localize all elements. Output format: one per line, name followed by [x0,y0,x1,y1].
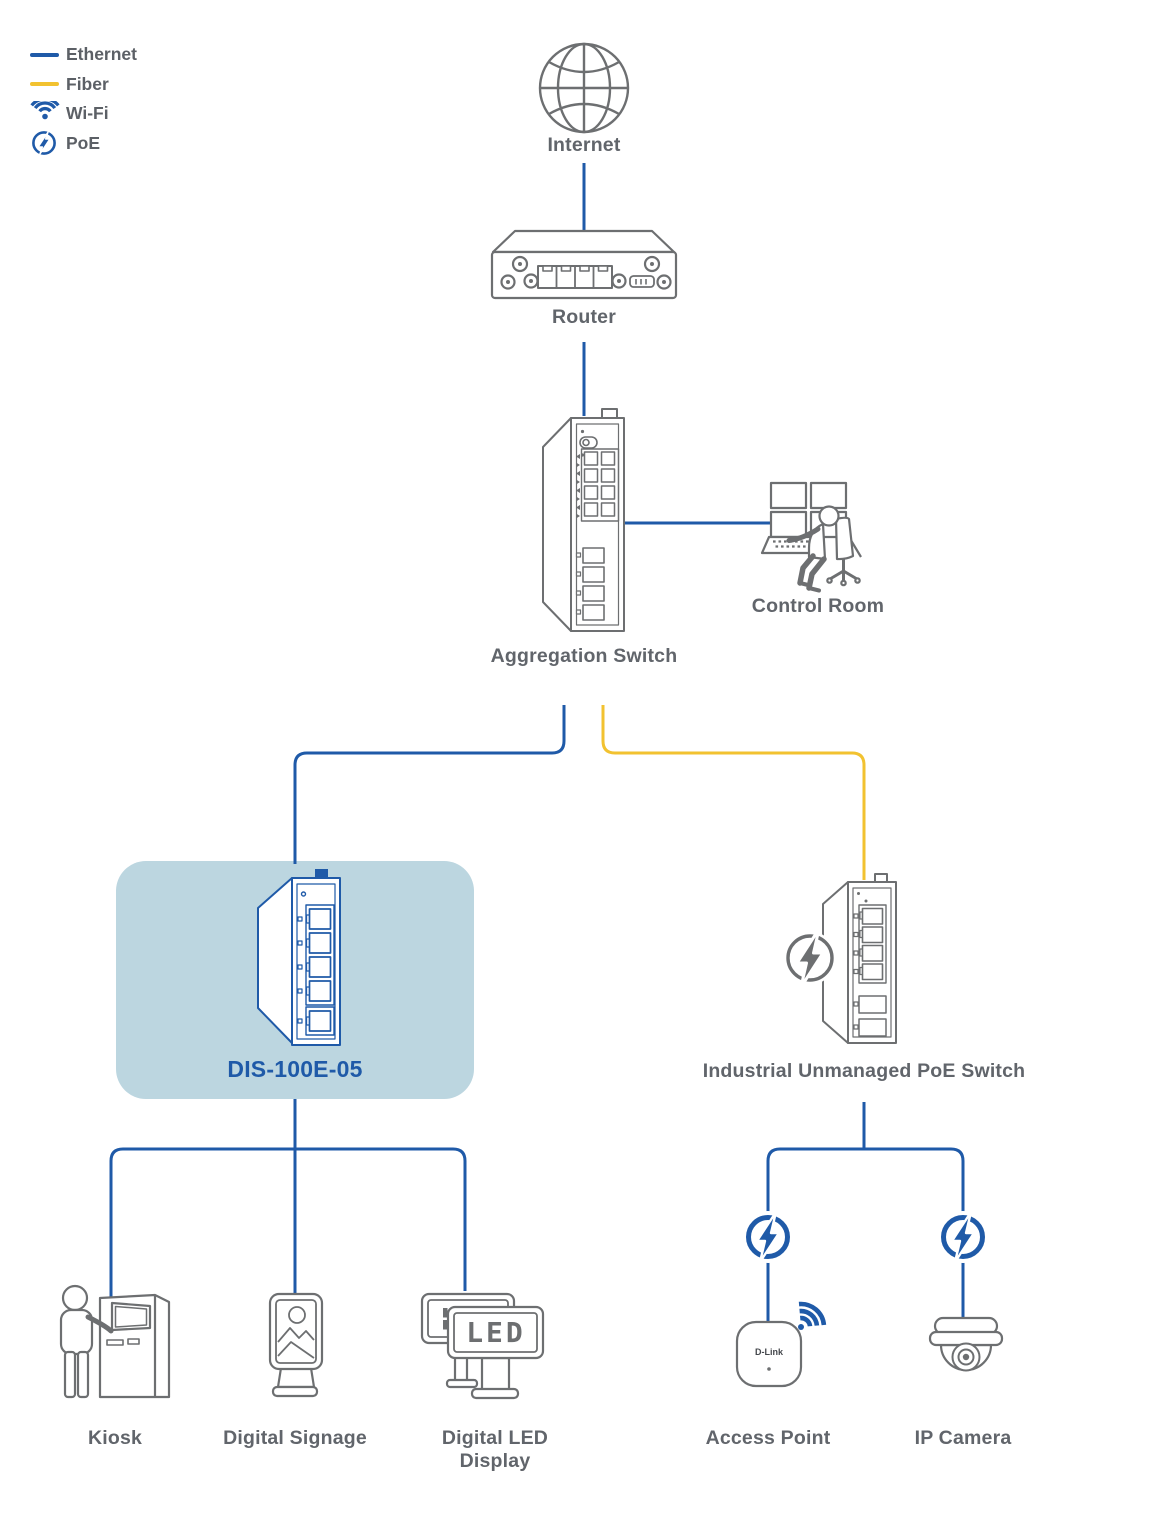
legend-label-wifi: Wi-Fi [66,103,109,124]
legend-label-fiber: Fiber [66,73,109,94]
industrial-poe-switch-icon [784,874,897,1043]
digital-signage-icon [270,1294,322,1396]
edge-aggregation-dis [295,705,564,864]
label-aggregation-switch: Aggregation Switch [490,645,678,667]
label-control-room: Control Room [751,595,885,617]
digital-led-display-icon [422,1294,543,1398]
poe-icon [30,130,66,156]
label-dis-100e-05: DIS-100E-05 [227,1056,363,1082]
label-internet: Internet [547,134,621,156]
edge-poe-switch-endpoints [768,1102,963,1322]
label-kiosk: Kiosk [87,1427,143,1449]
legend-item-wifi [30,99,137,129]
legend-label-poe: PoE [66,132,101,153]
label-industrial-poe-switch: Industrial Unmanaged PoE Switch [702,1060,1026,1082]
label-router: Router [551,306,617,328]
led-screen-text: LED [466,1316,526,1349]
wifi-icon [30,101,66,127]
fiber-line-swatch [30,82,66,86]
dlink-logo-text: D-Link [755,1347,783,1357]
router-icon [492,231,676,298]
label-digital-led-display: Digital LED Display [441,1427,549,1473]
control-room-icon [762,483,861,591]
legend-item-fiber [30,70,137,100]
legend-item-ethernet [30,40,137,70]
edge-dis-endpoints [111,1099,465,1297]
ethernet-line-swatch [30,53,66,57]
legend [30,40,137,158]
legend-label-ethernet: Ethernet [66,44,137,65]
aggregation-switch-icon [543,409,624,631]
legend-item-poe [30,129,137,159]
internet-globe-icon [540,44,628,132]
label-ip-camera: IP Camera [914,1427,1012,1449]
label-digital-signage: Digital Signage [223,1427,367,1449]
access-point-icon [737,1304,824,1386]
label-access-point: Access Point [705,1427,831,1449]
poe-icon-ip-camera [937,1211,989,1263]
wifi-signal-icon [798,1304,824,1330]
poe-icon-access-point [742,1211,794,1263]
edge-aggregation-poe-switch-fiber [603,705,864,880]
ip-camera-icon [930,1318,1002,1371]
kiosk-icon [61,1286,169,1397]
